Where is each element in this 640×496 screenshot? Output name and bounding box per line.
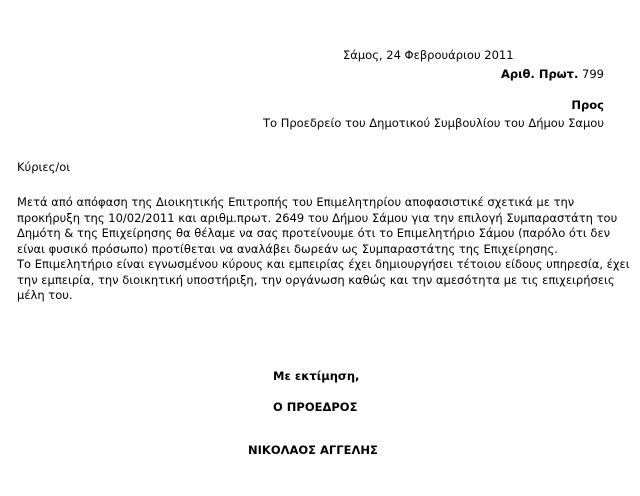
date-line: Σάμος, 24 Φεβρουάριου 2011 — [343, 48, 514, 62]
body-line: είναι φυσικό πρόσωπο) προτίθεται να αναλάβει δωρεάν ως Συμπαραστάτης της Επιχείρησης. — [17, 241, 558, 256]
body-line: Το Επιμελητήριο είναι εγνωσμένου κύρους και εμπειρίας έχει δημιουργήσει τέτοιου είδους υπηρεσία, έχει — [17, 257, 630, 271]
body-line: Δημότη & της Επιχείρησης θα θέλαμε να σας προτείνουμε ότι το Επιμελητήριο Σάμου (παρόλο ότι δεν — [17, 226, 611, 240]
closing: Με εκτίμηση, — [273, 369, 360, 383]
recipient: Το Προεδρείο του Δημοτικού Συμβουλίου του Δήμου Σαμου — [262, 116, 604, 130]
protocol-label: Αριθ. Πρωτ. — [500, 67, 579, 81]
letter-body — [17, 195, 630, 304]
signatory-name: ΝΙΚΟΛΑΟΣ ΑΓΓΕΛΗΣ — [248, 443, 378, 457]
body-line: μέλη του. — [17, 288, 73, 302]
to-label: Προς — [571, 98, 604, 112]
protocol-number — [501, 67, 604, 82]
protocol-value: 799 — [582, 67, 604, 81]
salutation: Κύριες/οι — [17, 160, 71, 174]
body-line: την εμπειρία, την διοικητική υποστήριξη, την οργάνωση καθώς και την αμεσότητα με τις επιχειρήσεις — [17, 272, 615, 287]
body-line: προκήρυξη της 10/02/2011 και αριθμ.πρωτ. 2649 του Δήμου Σάμου για την επιλογή Συμπαραστάτη του — [17, 210, 618, 225]
body-line: Μετά από απόφαση της Διοικητικής Επιτροπής του Επιμελητηρίου αποφασιστικέ σχετικά με την — [17, 195, 575, 209]
signatory-title: Ο ΠΡΟΕΔΡΟΣ — [273, 400, 358, 414]
